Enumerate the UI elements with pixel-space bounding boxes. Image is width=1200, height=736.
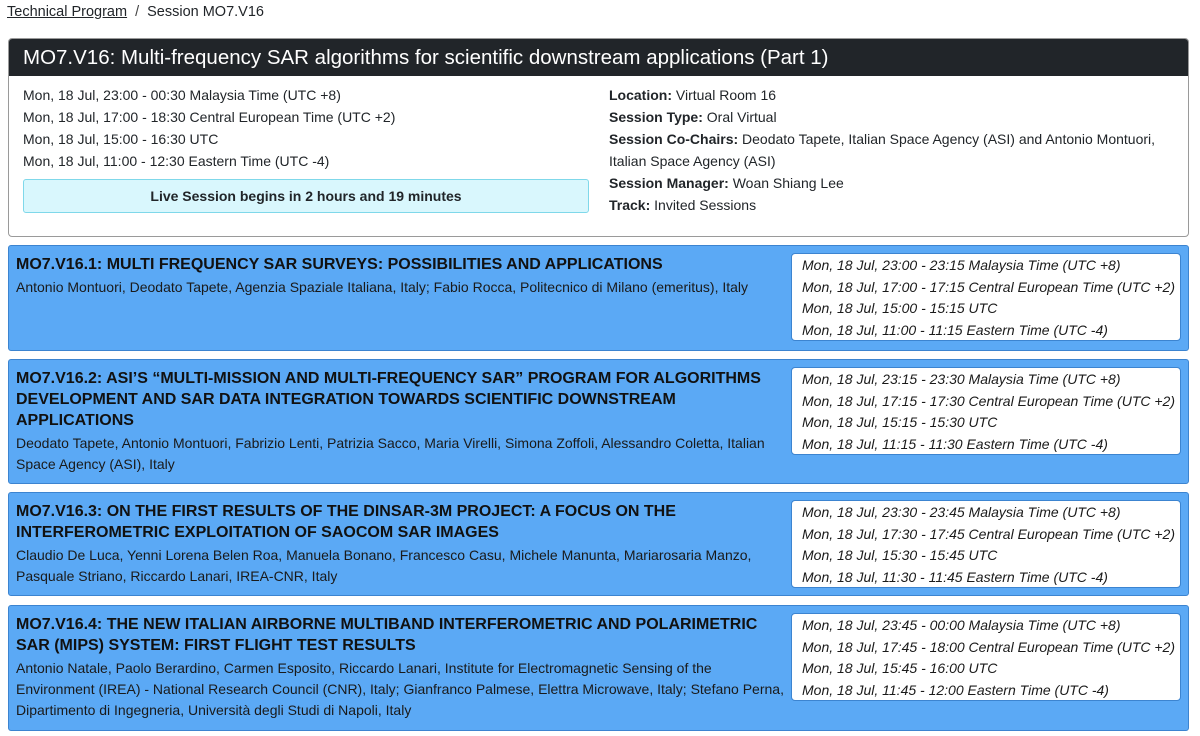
session-cochairs [609,128,1179,172]
paper-authors: Deodato Tapete, Antonio Montuori, Fabrizio Lenti, Patrizia Sacco, Maria Virelli, Simona Zoffoli, Alessandro Coletta, Italian Space Agency (ASI), Italy [16,435,765,472]
session-location [609,84,1179,106]
track-value: Invited Sessions [654,197,757,213]
paper-authors: Antonio Montuori, Deodato Tapete, Agenzia Spaziale Italiana, Italy; Fabio Rocca, Politecnico di Milano (emeritus), Italy [16,279,749,295]
paper-time-cet: Mon, 18 Jul, 17:15 - 17:30 Central European Time (UTC +2) [802,392,1176,409]
session-time-malaysia: Mon, 18 Jul, 23:00 - 00:30 Malaysia Time (UTC +8) [23,87,341,103]
session-times [23,84,588,172]
paper-main [16,368,791,475]
paper-time-utc: Mon, 18 Jul, 15:15 - 15:30 UTC [802,414,998,430]
paper-time-utc: Mon, 18 Jul, 15:00 - 15:15 UTC [802,300,998,316]
session-time-cet: Mon, 18 Jul, 17:00 - 18:30 Central European Time (UTC +2) [23,109,396,125]
paper-card[interactable] [8,605,1189,731]
manager-value: Woan Shiang Lee [732,175,844,191]
cochairs-value: Deodato Tapete, Italian Space Agency (ASI) and Antonio Montuori, Italian Space Agency (ASI) [609,131,1156,169]
paper-times [791,613,1181,701]
session-time-eastern: Mon, 18 Jul, 11:00 - 12:30 Eastern Time (UTC -4) [23,153,330,169]
session-body [9,76,1188,236]
breadcrumb-current: Session MO7.V16 [147,4,264,20]
paper-time-eastern: Mon, 18 Jul, 11:30 - 11:45 Eastern Time (UTC -4) [802,568,1108,585]
cochairs-label: Session Co-Chairs: [609,131,739,147]
paper-main [16,254,791,298]
paper-title[interactable]: MO7.V16.1: MULTI FREQUENCY SAR SURVEYS: POSSIBILITIES AND APPLICATIONS [16,256,663,273]
paper-card[interactable] [8,359,1189,484]
paper-time-cet: Mon, 18 Jul, 17:00 - 17:15 Central European Time (UTC +2) [802,278,1176,295]
paper-time-malaysia: Mon, 18 Jul, 23:15 - 23:30 Malaysia Time (UTC +8) [802,371,1121,387]
live-session-notice: Live Session begins in 2 hours and 19 minutes [23,179,589,213]
paper-time-utc: Mon, 18 Jul, 15:45 - 16:00 UTC [802,660,998,676]
paper-authors: Claudio De Luca, Yenni Lorena Belen Roa, Manuela Bonano, Francesco Casu, Michele Manunta, Mariarosaria Manzo, Pasquale Striano, Riccardo Lanari, IREA-CNR, Italy [16,547,752,584]
breadcrumb-link-technical-program[interactable]: Technical Program [7,4,128,20]
breadcrumb-separator: / [135,4,140,20]
paper-time-eastern: Mon, 18 Jul, 11:15 - 11:30 Eastern Time (UTC -4) [802,435,1108,452]
breadcrumb [7,2,264,22]
session-info [609,84,1179,216]
track-label: Track: [609,197,651,213]
paper-title[interactable]: MO7.V16.2: ASI’S “MULTI-MISSION AND MULTI-FREQUENCY SAR” PROGRAM FOR ALGORITHMS DEVELOPMENT AND SAR DATA INTEGRATION TOWARDS SCIENTIFIC DOWNSTREAM APPLICATIONS [16,370,761,429]
paper-main [16,501,791,587]
paper-time-cet: Mon, 18 Jul, 17:30 - 17:45 Central European Time (UTC +2) [802,525,1176,542]
paper-card[interactable] [8,492,1189,596]
session-card [8,38,1189,237]
paper-time-utc: Mon, 18 Jul, 15:30 - 15:45 UTC [802,547,998,563]
paper-time-malaysia: Mon, 18 Jul, 23:00 - 23:15 Malaysia Time (UTC +8) [802,257,1121,273]
paper-time-eastern: Mon, 18 Jul, 11:45 - 12:00 Eastern Time (UTC -4) [802,681,1109,698]
paper-time-malaysia: Mon, 18 Jul, 23:45 - 00:00 Malaysia Time (UTC +8) [802,617,1121,633]
paper-card[interactable] [8,245,1189,351]
paper-main [16,614,791,721]
paper-times [791,367,1181,455]
paper-title[interactable]: MO7.V16.3: ON THE FIRST RESULTS OF THE DINSAR-3M PROJECT: A FOCUS ON THE INTERFEROMETRIC EXPLOITATION OF SAOCOM SAR IMAGES [16,503,676,541]
session-manager [609,172,1179,194]
manager-label: Session Manager: [609,175,729,191]
paper-authors: Antonio Natale, Paolo Berardino, Carmen Esposito, Riccardo Lanari, Institute for Electromagnetic Sensing of the Environment (IREA) - National Research Council (CNR), Italy; Gianfranco Palmese, Elettra Microwave, Italy; Stefano Perna, Dipartimento di Ingegneria, Università degli Studi di Napoli, Italy [16,660,784,718]
session-time-utc: Mon, 18 Jul, 15:00 - 16:30 UTC [23,131,219,147]
paper-times [791,253,1181,341]
location-label: Location: [609,87,672,103]
session-type [609,106,1179,128]
location-value: Virtual Room 16 [675,87,777,103]
session-title: MO7.V16: Multi-frequency SAR algorithms for scientific downstream applications (Part 1) [9,39,1188,76]
type-value: Oral Virtual [706,109,777,125]
paper-times [791,500,1181,588]
paper-time-eastern: Mon, 18 Jul, 11:00 - 11:15 Eastern Time (UTC -4) [802,321,1108,338]
paper-time-cet: Mon, 18 Jul, 17:45 - 18:00 Central European Time (UTC +2) [802,638,1176,655]
paper-time-malaysia: Mon, 18 Jul, 23:30 - 23:45 Malaysia Time (UTC +8) [802,504,1121,520]
type-label: Session Type: [609,109,703,125]
session-track [609,194,1179,216]
paper-title[interactable]: MO7.V16.4: THE NEW ITALIAN AIRBORNE MULTIBAND INTERFEROMETRIC AND POLARIMETRIC SAR (MIPS) SYSTEM: FIRST FLIGHT TEST RESULTS [16,616,758,654]
